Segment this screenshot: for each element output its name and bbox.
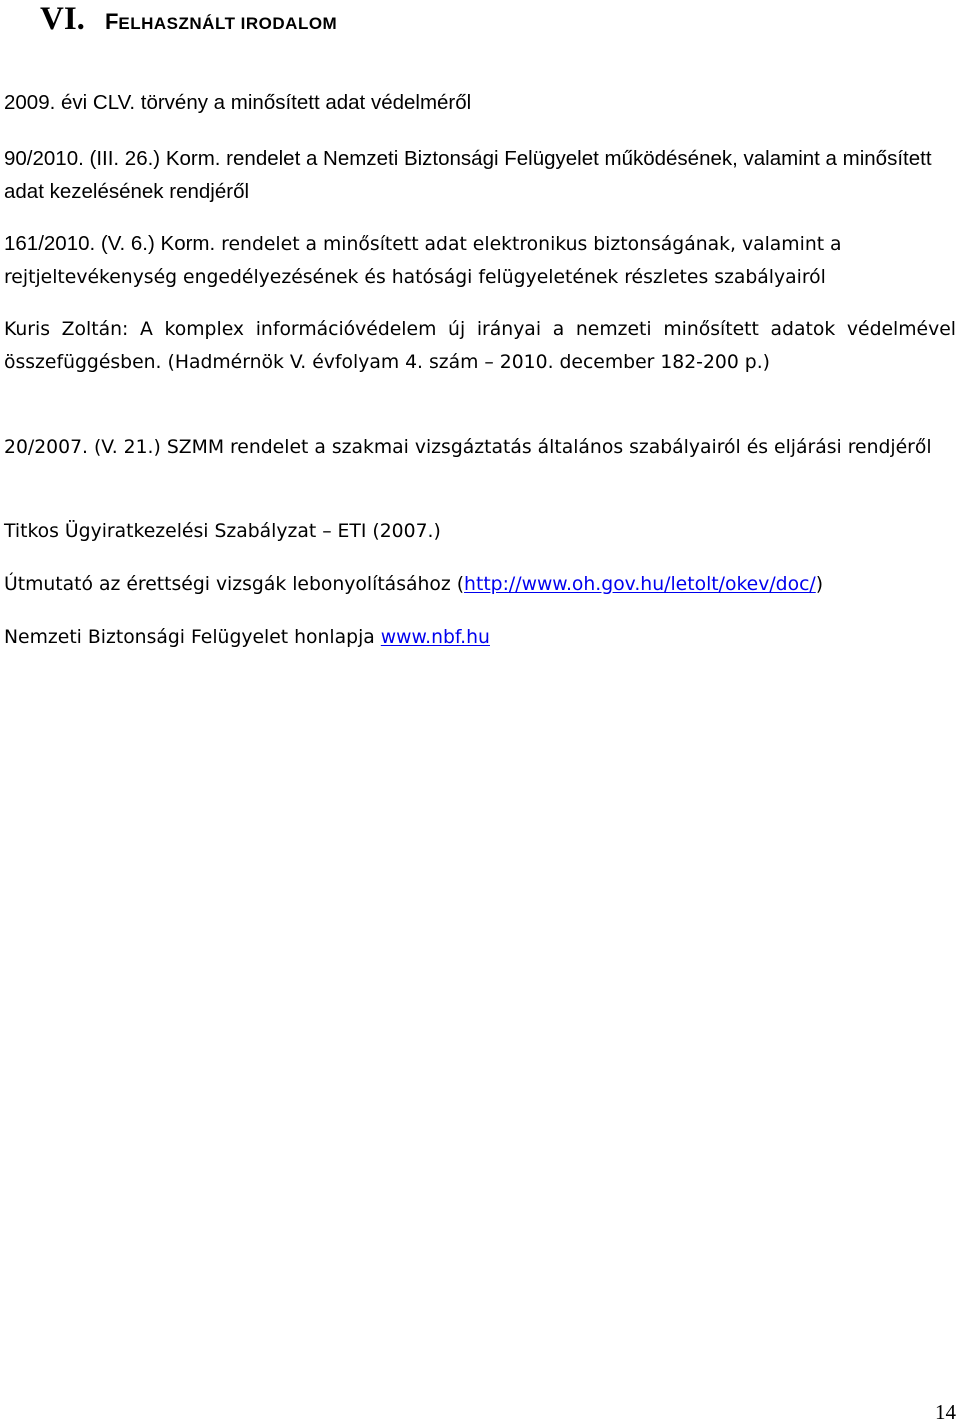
reference-text: Kuris Zoltán: A komplex információvédelem új irányai a nemzeti minősített adatok védelmével összefüggésben. (Hadmérnök V. évfolyam 4. szám – 2010. december 182-200 p.) xyxy=(4,319,956,373)
reference-text: Útmutató az érettségi vizsgák lebonyolításához ( xyxy=(4,574,465,595)
reference-text: 2009. évi CLV. törvény a minősített adat védelméről xyxy=(4,91,472,114)
reference-item xyxy=(4,621,956,654)
page-number: 14 xyxy=(935,1400,956,1424)
reference-text-lead: 161/2010. (V. 6.) Korm. xyxy=(4,232,216,255)
reference-text: 90/2010. (III. 26.) Korm. rendelet a Nemzeti Biztonsági Felügyelet működésének, valamint a minősített adat kezelésének rendjéről xyxy=(4,147,932,203)
reference-link[interactable]: www.nbf.hu xyxy=(380,627,490,648)
reference-link[interactable]: http://www.oh.gov.hu/letolt/okev/doc/ xyxy=(464,574,816,595)
reference-item xyxy=(4,227,956,294)
reference-text-end: ) xyxy=(815,574,824,595)
reference-item xyxy=(4,86,956,119)
reference-text: 20/2007. (V. 21.) SZMM rendelet a szakmai vizsgáztatás általános szabályairól és eljárási rendjéről xyxy=(4,437,932,458)
reference-text: Nemzeti Biztonsági Felügyelet honlapja xyxy=(4,627,381,648)
reference-text: rendelet a minősített adat elektronikus biztonságának, valamint a rejtjeltevékenység engedélyezésének és hatósági felügyeletének részletes szabályairól xyxy=(4,234,842,288)
reference-item xyxy=(4,515,956,548)
reference-item xyxy=(4,142,956,208)
reference-item xyxy=(4,568,956,601)
section-title: ELHASZNÁLT IRODALOM xyxy=(118,14,338,33)
section-title-initial: F xyxy=(104,9,119,34)
section-number: VI. xyxy=(40,1,85,37)
reference-text: Titkos Ügyiratkezelési Szabályzat – ETI (2007.) xyxy=(4,521,441,542)
reference-item xyxy=(4,431,956,464)
reference-item xyxy=(4,313,956,379)
section-heading xyxy=(40,0,337,38)
